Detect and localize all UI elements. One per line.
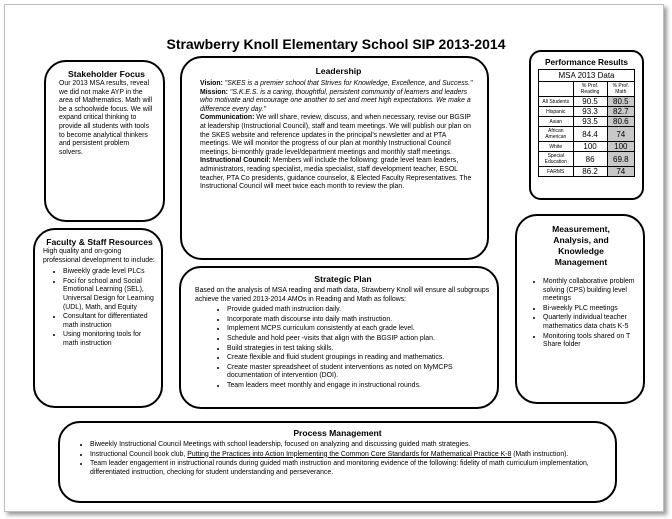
process-item-2 (90, 451, 605, 460)
process-item-2-prefix: Instructional Council book club, (90, 450, 188, 458)
measurement-list (523, 278, 639, 350)
row-group-label: African American (539, 127, 574, 142)
mission-label: Mission: (200, 88, 228, 96)
faculty-staff-intro: High quality and on-going professional development to include: (43, 248, 155, 264)
strategic-plan-list (195, 306, 491, 390)
stakeholder-focus-heading: Stakeholder Focus (68, 69, 145, 79)
strategic-list-item: • Build strategies in test taking skills. (227, 345, 491, 354)
leadership-heading: Leadership (315, 66, 362, 76)
communication-statement (200, 114, 477, 157)
process-management-box (58, 421, 617, 503)
stakeholder-focus-text: Our 2013 MSA results, reveal we did not make AYP in the area of Mathematics. Math will be a schoolwide focus. We will expand critical thinking to provide all students with tools to become analytical thinkers and persistent problem solvers. (59, 80, 153, 156)
math-value: 80.6 (607, 117, 634, 127)
performance-results-heading: Performance Results (544, 57, 628, 67)
process-item-2-suffix: (Math instruction). (511, 450, 569, 458)
process-management-heading: Process Management (293, 428, 382, 438)
faculty-staff-heading: Faculty & Staff Resources (46, 237, 153, 247)
performance-row (539, 152, 635, 167)
performance-table (538, 69, 635, 177)
measurement-box (515, 214, 645, 404)
reading-value: 84.4 (573, 127, 607, 142)
council-text: Members will include the following: grade level team leaders, administrators, reading specialist, media specialist, staff development teacher, ESOL teacher, PTA Co presidents, guidance counselor, & Elected Faculty Representatives. The Instructional Council will meet twice each month to review the plan. (200, 157, 472, 191)
process-item-3: • Team leader engagement in instructional rounds during guided math instruction and monitoring evidence of the following: fidelity of math curriculum implementation, differentiated instruction, checking for student understanding and perseverance. (90, 460, 605, 477)
math-value: 74 (607, 127, 634, 142)
performance-row (539, 107, 635, 117)
mission-statement (200, 89, 477, 115)
measurement-list-item: • Quarterly individual teacher mathematics data chats K-5 (543, 314, 639, 331)
stakeholder-focus-box (44, 60, 165, 222)
performance-row (539, 97, 635, 107)
reading-value: 93.5 (573, 117, 607, 127)
strategic-plan-box (179, 266, 499, 409)
council-statement (200, 157, 477, 191)
faculty-staff-list (43, 268, 156, 348)
faculty-staff-box (33, 228, 163, 408)
communication-text: We will share, review, discuss, and when necessary, revise our BGSIP at leadership (Instructional Council), staff and team meetings. We will publish our plan on the SKES website and reference updates in the principal's newsletter and at PTA meetings. We will monitor the progress of our plan at monthly Instructional Council meetings, bi-monthly grade level/department meetings and monthly staff meetings. (200, 114, 471, 156)
strategic-list-item: • Create flexible and fluid student groupings in reading and mathematics. (227, 354, 491, 363)
math-value: 82.7 (607, 107, 634, 117)
process-management-list (70, 441, 605, 477)
faculty-list-item: • Consultant for differentiated math instruction (63, 313, 156, 330)
process-item-1: • Biweekly Instructional Council Meetings with school leadership, focused on analyzing and discussing guided math strategies. (90, 441, 605, 450)
performance-header-blank (539, 82, 574, 97)
vision-label: Vision: (200, 80, 223, 87)
strategic-list-item: • Incorporate math discourse into daily math instruction. (227, 316, 491, 325)
reading-value: 100 (573, 142, 607, 152)
strategic-list-item: • Provide guided math instruction daily. (227, 306, 491, 315)
row-group-label: Hispanic (539, 107, 574, 117)
strategic-plan-heading: Strategic Plan (314, 274, 372, 284)
math-value: 100 (607, 142, 634, 152)
strategic-list-item: • Implement MCPS curriculum consistently at each grade level. (227, 325, 491, 334)
row-group-label: FARMS (539, 167, 574, 177)
communication-label: Communication: (200, 114, 255, 122)
performance-table-title: MSA 2013 Data (539, 70, 635, 82)
row-group-label: Special Education (539, 152, 574, 167)
faculty-list-item: • Using monitoring tools for math instruction (63, 331, 156, 348)
leadership-body (200, 80, 477, 192)
performance-row (539, 167, 635, 177)
col-header-math: % Prof. Math (607, 82, 634, 97)
book-title: Putting the Practices into Action Implementing the Common Core Standards for Mathematical Practice K-8 (187, 450, 512, 458)
strategic-plan-intro: Based on the analysis of MSA reading and math data, Strawberry Knoll will ensure all subgroups achieve the varied 2013-2014 AMOs in Reading and Math as follows: (195, 287, 490, 303)
math-value: 69.8 (607, 152, 634, 167)
strategic-list-item: • Create master spreadsheet of student interventions as noted on MyMCPS documentation of intervention (DOI). (227, 364, 491, 381)
vision-text: "SKES is a premier school that Strives for Knowledge, Excellence, and Success." (222, 80, 473, 87)
performance-results-box (529, 50, 644, 200)
performance-row (539, 142, 635, 152)
strategic-list-item: • Team leaders meet monthly and engage in instructional rounds. (227, 382, 491, 391)
reading-value: 86 (573, 152, 607, 167)
measurement-list-item: • Bi-weekly PLC meetings (543, 305, 639, 314)
faculty-list-item: • Biweekly grade level PLCs (63, 268, 156, 277)
math-value: 74 (607, 167, 634, 177)
measurement-list-item: • Monthly collaborative problem solving (CPS) building level meetings (543, 278, 639, 304)
reading-value: 90.5 (573, 97, 607, 107)
row-group-label: All Students (539, 97, 574, 107)
page-title: Strawberry Knoll Elementary School SIP 2013-2014 (166, 36, 506, 52)
leadership-box (180, 56, 489, 260)
measurement-list-item: • Monitoring tools shared on T Share folder (543, 333, 639, 350)
faculty-list-item: • Foci for school and Social Emotional Learning (SEL), Universal Design for Learning (UDL), Math, and Equity (63, 278, 156, 312)
col-header-reading: % Prof. Reading (573, 82, 607, 97)
performance-row (539, 117, 635, 127)
mission-text: "S.K.E.S. is a caring, thoughtful, persistent community of learners and leaders who motivate and encourage one another to set and meet high expectations. We make a difference every day." (200, 88, 471, 113)
strategic-list-item: • Schedule and hold peer -visits that align with the BGSIP action plan. (227, 335, 491, 344)
measurement-heading: Measurement, Analysis, and Knowledge Management (552, 224, 610, 267)
vision-statement (200, 80, 477, 89)
math-value: 80.5 (607, 97, 634, 107)
council-label: Instructional Council: (200, 157, 271, 165)
row-group-label: White (539, 142, 574, 152)
performance-row (539, 127, 635, 142)
reading-value: 93.3 (573, 107, 607, 117)
reading-value: 86.2 (573, 167, 607, 177)
row-group-label: Asian (539, 117, 574, 127)
